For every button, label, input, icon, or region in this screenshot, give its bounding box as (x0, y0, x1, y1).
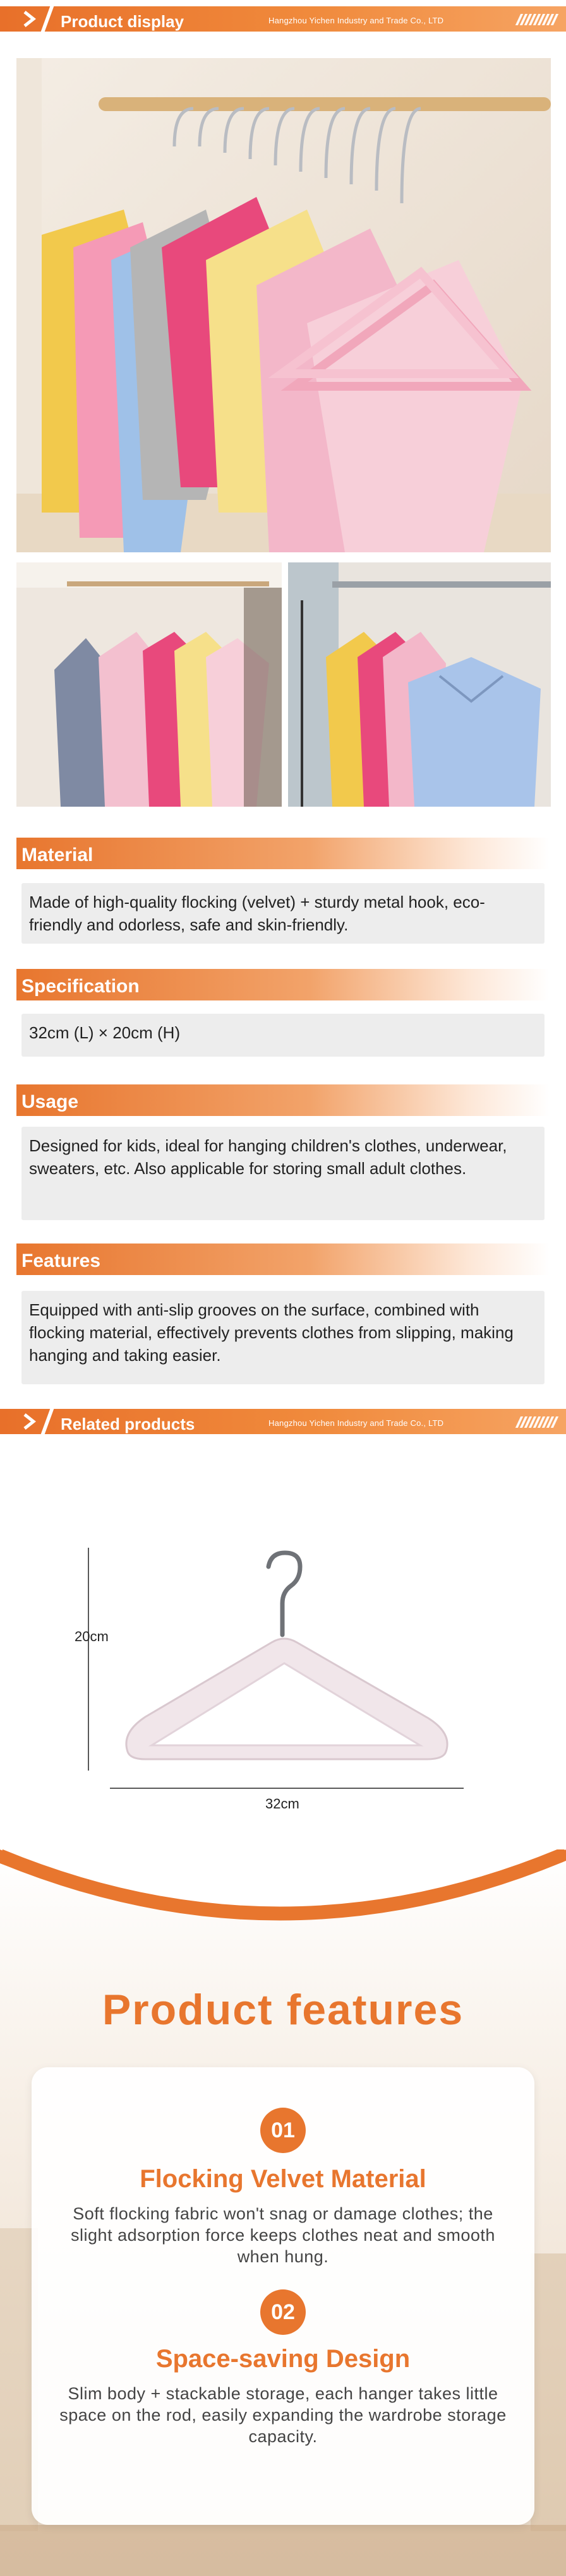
usage-heading-bar (16, 1084, 550, 1116)
banner-title: Related products (61, 1415, 195, 1433)
section-heading: Specification (21, 976, 140, 997)
chevron-right-icon (16, 1411, 42, 1432)
hangers-with-shirts-photo (288, 562, 551, 807)
main-product-photo (16, 58, 551, 552)
section-heading: Usage (21, 1091, 79, 1112)
feature-heading: Flocking Velvet Material (140, 2165, 426, 2193)
chevron-right-icon (16, 9, 42, 29)
specification-heading-bar (16, 969, 550, 1000)
feature-description: Soft flocking fabric won't snag or damage clothes; the slight adsorption force keeps clothes neat and smooth when hung. (71, 2204, 495, 2266)
feature-heading: Space-saving Design (155, 2345, 411, 2373)
section-heading: Features (21, 1250, 101, 1271)
feature-number-badge: 01 (260, 2108, 306, 2153)
banner-title: Product display (61, 12, 184, 31)
specification-description: 32cm (L) × 20cm (H) (21, 1014, 545, 1057)
material-description: Made of high-quality flocking (velvet) + sturdy metal hook, eco-friendly and odorless, safe and skin-friendly. (21, 883, 545, 944)
feature-description: Slim body + stackable storage, each hanger takes little space on the rod, easily expanding the wardrobe storage capacity. (59, 2384, 507, 2446)
width-label: 32cm (265, 1796, 299, 1812)
features-heading-bar (16, 1243, 550, 1275)
hangers-with-dresses-photo (16, 562, 282, 807)
decorative-stripes (518, 1416, 556, 1428)
product-display-banner (0, 0, 566, 33)
product-features-title: Product features (102, 1986, 464, 2034)
features-description: Equipped with anti-slip grooves on the surface, combined with flocking material, effectively prevents clothes from slipping, making hanging and taking easier. (21, 1291, 545, 1384)
height-label: 20cm (75, 1629, 109, 1644)
related-products-banner (0, 1403, 566, 1435)
company-name: Hangzhou Yichen Industry and Trade Co., LTD (268, 1418, 444, 1428)
decorative-stripes (518, 14, 556, 25)
material-heading-bar (16, 838, 550, 869)
usage-description: Designed for kids, ideal for hanging children's clothes, underwear, sweaters, etc. Also applicable for storing small adult clothes. (21, 1127, 545, 1220)
company-name: Hangzhou Yichen Industry and Trade Co., LTD (268, 16, 444, 25)
hanger-dimension-diagram (75, 1534, 480, 1824)
feature-number-badge: 02 (260, 2289, 306, 2335)
section-heading: Material (21, 845, 93, 865)
product-features-section (0, 1849, 566, 2576)
features-card (32, 2067, 534, 2525)
